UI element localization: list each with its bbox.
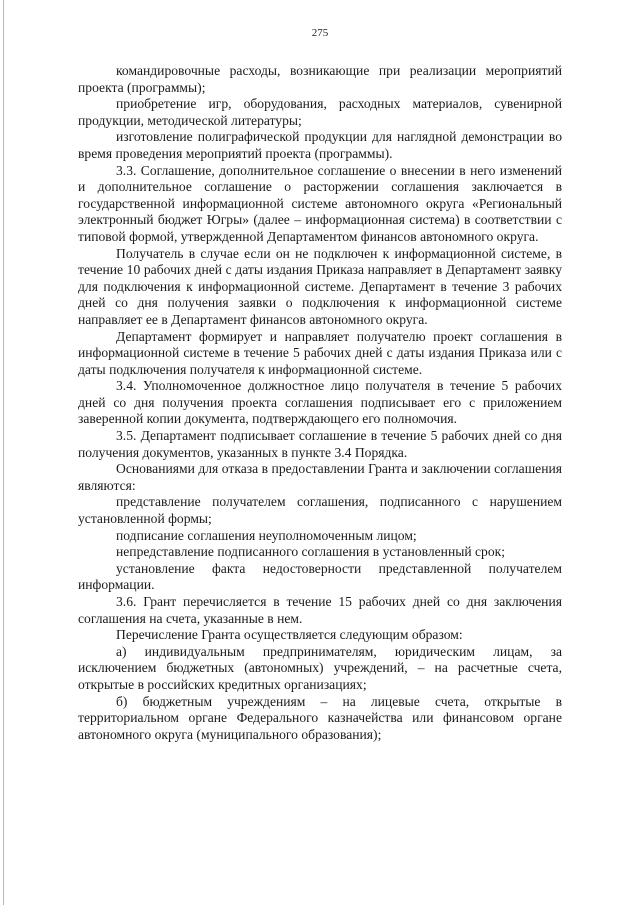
paragraph-3-6: 3.6. Грант перечисляется в течение 15 рабочих дней со дня заключения соглашения на счета, указанные в нем. [78,594,562,626]
paragraph-3-5: 3.5. Департамент подписывает соглашение в течение 5 рабочих дней со дня получения документов, указанных в пункте 3.4 Порядка. [78,428,562,460]
document-body [78,63,562,743]
paragraph-connection-request: Получатель в случае если он не подключен к информационной системе, в течение 10 рабочих дней с даты издания Приказа направляет в Департамент заявку для подключения к информационной системе. Департамент в течение 3 рабочих дней со дня получения заявки о подключения к информационной системе направляет ее в Департамент финансов автономного округа. [78,245,562,327]
page-edge-line [3,0,4,905]
paragraph-3-3: 3.3. Соглашение, дополнительное соглашение о внесении в него изменений и дополнительное соглашение о расторжении соглашения заключается в государственной информационной системе автономного округа «Региональный электронный бюджет Югры» (далее – информационная система) в соответствии с типовой формой, утвержденной Департаментом финансов автономного округа. [78,162,562,244]
paragraph-refusal-deadline: непредставление подписанного соглашения в установленный срок; [116,544,506,560]
paragraph-refusal-unauthorized: подписание соглашения неуполномоченным лицом; [116,527,417,543]
paragraph-expense-travel: командировочные расходы, возникающие при реализации мероприятий проекта (программы); [78,63,562,95]
paragraph-expense-printing: изготовление полиграфической продукции для наглядной демонстрации во время проведения мероприятий проекта (программы). [78,129,562,161]
paragraph-draft-agreement: Департамент формирует и направляет получателю проект соглашения в информационной системе в течение 5 рабочих дней с даты издания Приказа или с даты подключения получателя к информационной системе. [78,328,562,377]
paragraph-refusal-form: представление получателем соглашения, подписанного с нарушением установленной формы; [78,494,562,527]
page-number: 275 [311,27,329,39]
paragraph-transfer-a: а) индивидуальным предпринимателям, юридическим лицам, за исключением бюджетных (автономных) учреждений, – на расчетные счета, открытые в российских кредитных организациях; [78,643,562,692]
paragraph-refusal-grounds: Основаниями для отказа в предоставлении Гранта и заключении соглашения являются: [78,461,562,493]
paragraph-transfer-b: б) бюджетным учреждениям – на лицевые счета, открытые в территориальном органе Федерального казначейства или финансовом органе автономного округа (муниципального образования); [78,693,562,742]
paragraph-refusal-false-info: установление факта недостоверности представленной получателем информации. [78,560,562,593]
paragraph-3-4: 3.4. Уполномоченное должностное лицо получателя в течение 5 рабочих дней со дня получения проекта соглашения подписывает его с приложением заверенной копии документа, подтверждающего его полномочия. [78,378,562,427]
paragraph-transfer-method: Перечисление Гранта осуществляется следующим образом: [116,627,463,643]
paragraph-expense-materials: приобретение игр, оборудования, расходных материалов, сувенирной продукции, методической литературы; [78,96,562,128]
